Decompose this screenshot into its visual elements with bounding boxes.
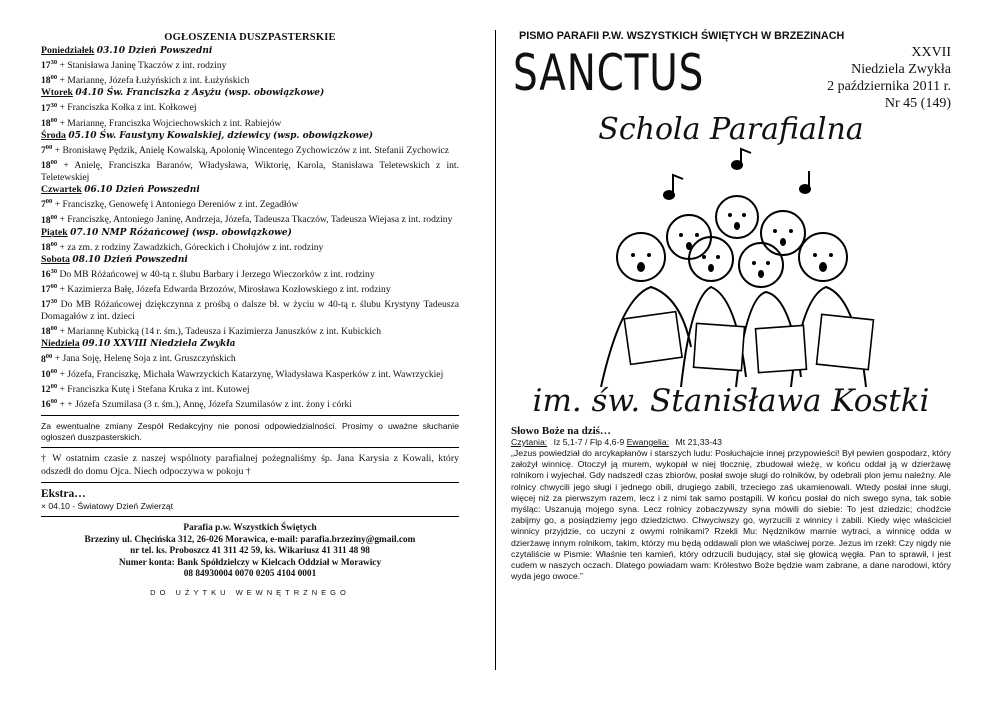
mass-intention: [41, 281, 459, 296]
mass-minutes: 00: [50, 213, 58, 221]
mass-time: [41, 145, 52, 156]
day-feast: 06.10 Dzień Powszedni: [84, 185, 200, 196]
mass-time: [41, 160, 57, 171]
mass-hour: 17: [41, 299, 51, 311]
mass-time: [41, 269, 57, 280]
mass-time: [41, 103, 57, 114]
mass-hour: 18: [41, 241, 51, 253]
sanctus-logo: SANCTUS: [513, 44, 705, 102]
mass-intention-text: + Józefa, Franciszkę, Michała Wawrzyckich Katarzynę, Władysława Kasperków z int. Wawrzyckiej: [59, 368, 444, 380]
day-name: Poniedziałek: [41, 45, 95, 56]
publication-name: PISMO PARAFII P.W. WSZYSTKICH ŚWIĘTYCH W BRZEZINACH: [519, 30, 845, 42]
mass-time: [41, 242, 57, 253]
readings-line: [511, 437, 951, 448]
mass-time: [41, 369, 57, 380]
choir-illustration: [561, 147, 901, 387]
ekstra-item: × 04.10 - Światowy Dzień Zwierząt: [41, 501, 174, 512]
mass-intention: [41, 296, 459, 323]
mass-intention-text: + + Józefa Szumilasa (3 r. śm.), Annę, Józefa Szumilasów z int. żony i córki: [59, 399, 352, 411]
mass-intention-text: + Franciszkę, Antoniego Janinę, Andrzeja, Józefa, Tadeusza Tkaczów, Tadeusza Wiejasa z int. rodziny: [59, 214, 453, 226]
mass-minutes: 00: [45, 198, 53, 206]
day-feast: 05.10 Św. Faustyny Kowalskiej, dziewicy (wsp. obowiązkowe): [68, 130, 374, 141]
mass-intention: [41, 211, 459, 226]
mass-minutes: 00: [50, 158, 58, 166]
first-reading: Iz 5,1-7: [553, 437, 583, 447]
day-heading: [41, 227, 459, 239]
day-feast: 04.10 Św. Franciszka z Asyżu (wsp. obowiązkowe): [75, 88, 325, 99]
mass-hour: 18: [41, 326, 51, 338]
mass-intention-text: + Anielę, Franciszka Baranów, Władysława, Wiktorię, Karola, Stanisława Teletewskich z int. Teletewskiej: [41, 160, 459, 184]
issue-volume: XXVII: [911, 45, 951, 60]
day-heading: [41, 45, 459, 57]
day-name: Wtorek: [41, 87, 73, 99]
mass-time: [41, 215, 57, 226]
mass-minutes: 30: [50, 101, 58, 109]
day-block: [41, 45, 459, 87]
mass-intention-text: + Kazimierza Bałę, Józefa Edwarda Brzozów, Mirosława Kozłowskiego z int. rodziny: [59, 284, 391, 296]
mass-minutes: 30: [50, 267, 58, 275]
mass-hour: 18: [41, 75, 51, 87]
mass-intention-text: + Stanisława Janinę Tkaczów z int. rodziny: [59, 60, 227, 72]
mass-time: [41, 384, 57, 395]
mass-hour: 10: [41, 368, 51, 380]
divider: [41, 482, 459, 483]
day-feast: 03.10 Dzień Powszedni: [96, 46, 213, 56]
day-name: Czwartek: [41, 184, 82, 196]
mass-intention: [41, 115, 459, 130]
mass-hour: 16: [41, 268, 51, 280]
day-name: Piątek: [41, 226, 68, 238]
mass-time: [41, 60, 57, 71]
obituary-note: † W ostatnim czasie z naszej wspólnoty parafialnej pożegnaliśmy śp. Jana Karysia z Kowali, który odszedł do domu Ojca. Niech odpoczywa w pokoju †: [41, 453, 459, 477]
mass-intention: [41, 72, 459, 87]
mass-intention: [41, 323, 459, 338]
mass-minutes: 30: [50, 59, 58, 66]
mass-intention-text: + Franciszkę, Genowefę i Antoniego Dereniów z int. Zegadłów: [54, 199, 299, 211]
mass-hour: 7: [41, 144, 46, 156]
mass-intention-text: + za zm. z rodziny Zawadzkich, Góreckich i Chołujów z int. rodziny: [59, 241, 324, 253]
mass-intention: [41, 350, 459, 365]
divider: [41, 415, 459, 416]
day-heading: [41, 338, 459, 350]
mass-intention-text: + Franciszka Kutę i Stefana Kruka z int. Kutowej: [59, 384, 250, 395]
mass-time: [41, 354, 52, 365]
mass-time: [41, 118, 57, 129]
mass-hour: 17: [41, 60, 51, 72]
mass-minutes: 00: [50, 282, 58, 290]
mass-hour: 18: [41, 214, 51, 226]
music-note-icon: [800, 171, 810, 193]
mass-minutes: 00: [45, 143, 53, 151]
parish-phones: nr tel. ks. Proboszcz 41 311 42 59, ks. Wikariusz 41 311 48 98: [130, 546, 370, 557]
mass-minutes: 00: [50, 325, 58, 333]
disclaimer-note: Za ewentualne zmiany Zespół Redakcyjny nie ponosi odpowiedzialności. Prosimy o uważne słuchanie ogłoszeń duszpasterskich.: [41, 421, 459, 443]
gospel-text: „Jezus powiedział do arcykapłanów i starszych ludu: Posłuchajcie innej przypowieści! Był pewien gospodarz, który założył winnicę. Otoczył ją murem, wykopał w niej tłocznię, zbudował wieżę, w końcu oddał ją w dzierżawę rolnikom i wyjechał. Gdy nadszedł czas zbiorów, posłał swoje sługi do rolników, by odebrali plon jemu należny. Ale rolnicy chwycili jego sługi i jednego obili, drugiego zabili, trzeciego zaś ukamienowali. Wtedy posłał inne sługi, więcej niż za pierwszym razem, lecz i z nimi tak samo postąpili. W końcu posłał do nich swego syna, tak sobie myśląc: Uszanują mojego syna. Lecz rolnicy zobaczywszy syna mówili do siebie: To jest dziedzic; chodźcie zabijmy go, a posiądziemy jego dziedzictwo. Chwyciwszy go, wyrzucili z winnicy i zabili. Kiedy więc właściciel winnicy przyjdzie, co uczyni z owymi rolnikami? Rzekli Mu: Nędzników marnie wytraci, a winnicę odda w dzierżawę innym rolnikom, takim, którzy mu będą oddawali plon we właściwej porze. Jezus im rzekł: Czy nigdy nie czytaliście w Pismie: Właśnie ten kamień, który odrzucili budujący, stał się głowicą węgła. Pan to sprawił, i jest cudem w naszych oczach. Dlatego powiadam wam: Królestwo Boże będzie wam zabrane, a dane narodowi, który wyda jego owoce.”: [511, 448, 951, 582]
mass-intention: [41, 157, 459, 184]
mass-intention: [41, 57, 459, 72]
mass-intention: [41, 396, 459, 411]
page-fold-line: [495, 30, 496, 670]
day-heading: [41, 130, 459, 142]
mass-hour: 17: [41, 284, 51, 296]
mass-time: [41, 399, 57, 410]
mass-intention-text: Do MB Różańcowej dziękczynna z prośbą o dalsze bł. w życiu w 40-tą r. ślubu Krystyny Tadeusza Domagałów z int. dzieci: [41, 299, 459, 323]
day-name: Środa: [41, 129, 66, 141]
mass-hour: 18: [41, 117, 51, 129]
day-name: Sobota: [41, 253, 70, 265]
second-reading: Flp 4,6-9: [589, 437, 625, 447]
mass-hour: 18: [41, 160, 51, 172]
day-feast: 07.10 NMP Różańcowej (wsp. obowiązkowe): [70, 227, 292, 238]
mass-intention-text: + Mariannę, Józefa Łużyńskich z int. Łużyńskich: [59, 75, 250, 87]
masthead: [511, 42, 951, 111]
schola-title: Schola Parafialna: [598, 112, 864, 147]
mass-minutes: 00: [45, 352, 53, 360]
issue-date: 2 października 2011 r.: [827, 79, 951, 94]
mass-intention: [41, 99, 459, 114]
gospel-reference: Mt 21,33-43: [675, 437, 722, 447]
patron-title: im. św. Stanisława Kostki: [532, 383, 930, 419]
mass-intention-text: + Jana Soję, Helenę Soja z int. Gruszczyńskich: [54, 353, 236, 365]
mass-minutes: 00: [50, 398, 58, 405]
day-block: [41, 184, 459, 226]
mass-hour: 12: [41, 384, 51, 395]
mass-intention: [41, 142, 459, 157]
day-block: [41, 130, 459, 184]
parish-info: [41, 523, 459, 581]
readings-separator: /: [585, 437, 588, 447]
mass-minutes: 00: [50, 382, 58, 390]
mass-minutes: 00: [50, 367, 58, 375]
mass-intention-text: + Franciszka Kołka z int. Kołkowej: [59, 102, 197, 114]
mass-intention: [41, 239, 459, 254]
front-page: [511, 30, 951, 582]
mass-intention: [41, 196, 459, 211]
parish-account: 08 84930004 0070 0205 4104 0001: [183, 569, 317, 580]
divider: [41, 516, 459, 517]
gospel-label: Ewangelia:: [626, 437, 670, 447]
day-block: [41, 254, 459, 339]
mass-intention-text: Do MB Różańcowej w 40-tą r. ślubu Barbary i Jerzego Wieczorków z int. rodziny: [59, 268, 375, 280]
music-note-icon: [664, 175, 683, 199]
mass-schedule: [41, 45, 459, 411]
mass-minutes: 00: [50, 116, 58, 124]
mass-hour: 17: [41, 102, 51, 114]
parish-name: Parafia p.w. Wszystkich Świętych: [183, 523, 317, 534]
issue-info: [827, 44, 951, 112]
day-heading: [41, 87, 459, 99]
mass-intention-text: + Mariannę Kubicką (14 r. śm.), Tadeusza i Kazimierza Januszków z int. Kubickich: [59, 326, 382, 338]
mass-intention: [41, 266, 459, 281]
mass-minutes: 00: [50, 74, 58, 82]
day-heading: [41, 184, 459, 196]
music-note-icon: [732, 149, 751, 169]
divider: [41, 447, 459, 448]
day-block: [41, 87, 459, 129]
internal-use-label: DO UŻYTKU WEWNĘTRZNEGO: [150, 587, 350, 597]
mass-time: [41, 299, 57, 310]
issue-sunday: Niedziela Zwykła: [851, 62, 951, 77]
day-feast: 08.10 Dzień Powszedni: [72, 254, 188, 265]
parish-address: Brzeziny ul. Chęcińska 312, 26-026 Morawica, e-mail: parafia.brzeziny@gmail.com: [84, 534, 416, 545]
mass-hour: 8: [41, 353, 46, 365]
mass-time: [41, 326, 57, 337]
mass-minutes: 30: [50, 298, 58, 306]
mass-hour: 16: [41, 399, 51, 411]
issue-number: Nr 45 (149): [884, 96, 951, 111]
day-block: [41, 227, 459, 254]
mass-minutes: 00: [50, 240, 58, 248]
mass-hour: 7: [41, 199, 46, 211]
parish-bank: Numer konta: Bank Spółdzielczy w Kielcach Oddział w Morawicy: [118, 557, 382, 568]
mass-time: [41, 75, 57, 86]
ekstra-heading: Ekstra…: [41, 488, 86, 501]
mass-intention: [41, 366, 459, 381]
readings-label: Czytania:: [511, 437, 548, 447]
day-heading: [41, 254, 459, 266]
announcements-title: OGŁOSZENIA DUSZPASTERSKIE: [164, 32, 336, 43]
mass-time: [41, 199, 52, 210]
day-block: [41, 338, 459, 411]
mass-intention: [41, 381, 459, 396]
day-name: Niedziela: [41, 338, 80, 350]
mass-time: [41, 284, 57, 295]
word-of-god-heading: Słowo Boże na dziś…: [511, 425, 611, 437]
day-feast: 09.10 XXVIII Niedziela Zwykła: [82, 339, 236, 350]
mass-intention-text: + Mariannę, Franciszka Wojciechowskich z int. Rabiejów: [59, 117, 282, 129]
mass-intention-text: + Bronisławę Pędzik, Anielę Kowalską, Apolonię Wincentego Zychowiczów z int. Stefanii Zychowicz: [54, 144, 450, 156]
announcements-column: [41, 32, 459, 599]
